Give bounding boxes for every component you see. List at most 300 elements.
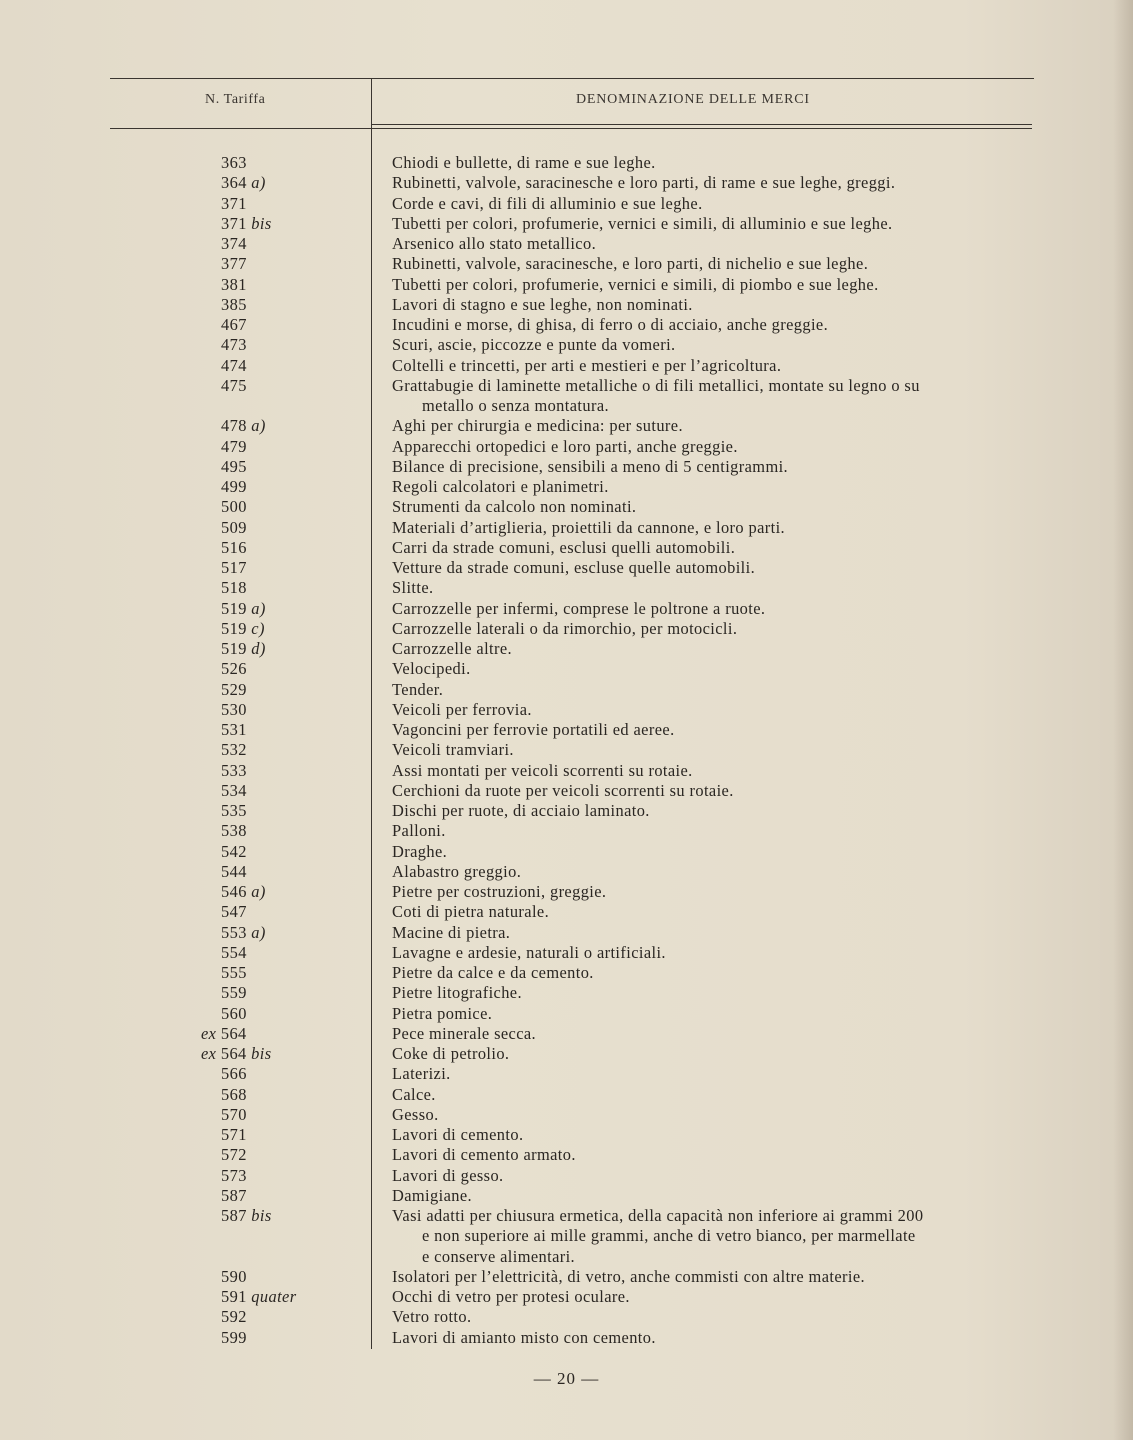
goods-description <box>392 619 1072 639</box>
header-bottom-rule <box>110 128 1032 129</box>
goods-description <box>392 578 1072 598</box>
tariff-number-value: 568 <box>221 1084 247 1104</box>
description-line: Vetture da strade comuni, escluse quelle automobili. <box>392 558 756 577</box>
table-row <box>0 173 1133 193</box>
goods-description <box>392 1307 1072 1327</box>
tariff-number <box>0 416 278 436</box>
description-line: Tender. <box>392 679 444 699</box>
tariff-number <box>0 720 278 740</box>
tariff-number <box>0 1186 278 1206</box>
table-row <box>0 1145 1133 1165</box>
table-row <box>0 518 1133 538</box>
table-row <box>0 1004 1133 1024</box>
tariff-number <box>0 619 278 639</box>
table-row <box>0 1307 1133 1327</box>
goods-description <box>392 1166 1072 1186</box>
tariff-number <box>0 295 278 315</box>
tariff-number-value: 385 <box>221 294 247 314</box>
goods-description <box>392 740 1072 760</box>
table-row <box>0 214 1133 234</box>
table-row <box>0 1206 1133 1267</box>
goods-description <box>392 173 1072 193</box>
goods-description <box>392 842 1072 862</box>
tariff-number-value: 495 <box>221 456 247 476</box>
tariff-number-value: 374 <box>221 234 247 253</box>
table-row <box>0 457 1133 477</box>
description-line: Apparecchi ortopedici e loro parti, anche greggie. <box>392 436 738 456</box>
tariff-number-suffix: a) <box>251 922 266 942</box>
tariff-number-suffix: a) <box>251 416 266 436</box>
tariff-number-value: 544 <box>221 861 247 881</box>
table-row <box>0 356 1133 376</box>
tariff-number <box>0 821 278 841</box>
tariff-number-suffix: a) <box>251 598 266 618</box>
table-row <box>0 578 1133 598</box>
tariff-number-value: 570 <box>221 1104 247 1124</box>
description-line: Velocipedi. <box>392 659 471 679</box>
tariff-number <box>0 862 278 882</box>
tariff-number-value: 526 <box>221 659 247 679</box>
goods-description <box>392 518 1072 538</box>
goods-description <box>392 356 1072 376</box>
tariff-number <box>0 639 278 659</box>
description-line: Dischi per ruote, di acciaio laminato. <box>392 801 650 820</box>
goods-description <box>392 477 1072 497</box>
description-line: Vasi adatti per chiusura ermetica, della capacità non inferiore ai grammi 200 <box>392 1206 924 1225</box>
tariff-number <box>0 376 278 417</box>
table-row <box>0 1125 1133 1145</box>
description-line: Pietre litografiche. <box>392 983 522 1003</box>
goods-description <box>392 902 1072 922</box>
description-line: Pietre da calce e da cemento. <box>392 963 594 982</box>
tariff-number-value: 363 <box>221 153 247 172</box>
tariff-number-value: 500 <box>221 497 247 517</box>
tariff-number-value: 475 <box>221 375 247 395</box>
description-line: Scuri, ascie, piccozze e punte da vomeri. <box>392 335 676 355</box>
goods-description <box>392 254 1072 274</box>
table-row <box>0 477 1133 497</box>
description-line: Rubinetti, valvole, saracinesche e loro parti, di rame e sue leghe, greggi. <box>392 173 896 193</box>
description-continuation-line: e non superiore ai mille grammi, anche di vetro bianco, per marmellate <box>422 1226 916 1246</box>
description-line: Lavori di cemento armato. <box>392 1145 576 1165</box>
tariff-number <box>0 1267 278 1287</box>
table-row <box>0 1105 1133 1125</box>
tariff-table <box>0 153 1133 1348</box>
goods-description <box>392 599 1072 619</box>
description-line: Gesso. <box>392 1104 439 1124</box>
tariff-number <box>0 234 278 254</box>
goods-description <box>392 275 1072 295</box>
tariff-number-value: 371 <box>221 193 247 213</box>
tariff-number-value: 529 <box>221 679 247 699</box>
tariff-number <box>0 356 278 376</box>
tariff-number-value: 572 <box>221 1145 247 1165</box>
description-line: Pietra pomice. <box>392 1003 493 1023</box>
table-row <box>0 943 1133 963</box>
table-row <box>0 761 1133 781</box>
goods-description <box>392 1085 1072 1105</box>
description-line: Damigiane. <box>392 1185 473 1205</box>
tariff-number-value: 381 <box>221 274 247 294</box>
tariff-number-value: 599 <box>221 1327 247 1347</box>
table-row <box>0 740 1133 760</box>
tariff-number-value: 591 <box>221 1287 247 1306</box>
tariff-number-value: 560 <box>221 1003 247 1023</box>
tariff-number <box>0 538 278 558</box>
description-line: Laterizi. <box>392 1064 451 1084</box>
description-line: Carrozzelle altre. <box>392 639 513 658</box>
goods-description <box>392 497 1072 517</box>
tariff-number-value: 474 <box>221 355 247 375</box>
table-row <box>0 376 1133 417</box>
goods-description <box>392 234 1072 254</box>
tariff-number <box>0 578 278 598</box>
goods-description <box>392 943 1072 963</box>
table-row <box>0 1186 1133 1206</box>
tariff-number-value: 542 <box>221 841 247 861</box>
tariff-number <box>0 761 278 781</box>
goods-description <box>392 1125 1072 1145</box>
header-top-rule <box>110 78 1034 79</box>
tariff-number <box>0 963 278 983</box>
description-line: Materiali d’artiglieria, proiettili da cannone, e loro parti. <box>392 517 786 537</box>
tariff-number <box>0 1307 278 1327</box>
tariff-number-value: 377 <box>221 254 247 274</box>
description-line: Alabastro greggio. <box>392 861 522 881</box>
tariff-number-value: 573 <box>221 1165 247 1185</box>
tariff-number-prefix: ex <box>201 1023 217 1043</box>
tariff-number-value: 590 <box>221 1266 247 1286</box>
goods-description <box>392 882 1072 902</box>
tariff-number-value: 518 <box>221 578 247 598</box>
tariff-number <box>0 173 278 193</box>
tariff-number-value: 530 <box>221 699 247 719</box>
table-row <box>0 619 1133 639</box>
description-line: Carrozzelle per infermi, comprese le poltrone a ruote. <box>392 598 766 618</box>
tariff-number-suffix: a) <box>251 882 266 901</box>
tariff-number <box>0 1166 278 1186</box>
table-row <box>0 1328 1133 1348</box>
tariff-number <box>0 275 278 295</box>
column-header-goods-description: DENOMINAZIONE DELLE MERCI <box>576 92 810 107</box>
tariff-number-value: 519 <box>221 618 247 638</box>
description-line: Isolatori per l’elettricità, di vetro, anche commisti con altre materie. <box>392 1266 865 1286</box>
goods-description <box>392 1186 1072 1206</box>
goods-description <box>392 437 1072 457</box>
goods-description <box>392 194 1072 214</box>
tariff-number-value: 592 <box>221 1307 247 1327</box>
goods-description <box>392 1287 1072 1307</box>
tariff-number <box>0 477 278 497</box>
table-row <box>0 275 1133 295</box>
tariff-number <box>0 740 278 760</box>
tariff-number-value: 371 <box>221 213 247 233</box>
table-row <box>0 983 1133 1003</box>
tariff-number <box>0 1145 278 1165</box>
tariff-number <box>0 1024 278 1044</box>
tariff-number <box>0 842 278 862</box>
tariff-number-value: 531 <box>221 720 247 739</box>
tariff-number-value: 553 <box>221 922 247 942</box>
goods-description <box>392 659 1072 679</box>
description-line: Tubetti per colori, profumerie, vernici e simili, di alluminio e sue leghe. <box>392 213 893 233</box>
tariff-number <box>0 437 278 457</box>
table-row <box>0 558 1133 578</box>
table-row <box>0 659 1133 679</box>
description-line: Bilance di precisione, sensibili a meno di 5 centigrammi. <box>392 456 789 476</box>
description-line: Draghe. <box>392 841 448 861</box>
goods-description <box>392 1024 1072 1044</box>
table-row <box>0 234 1133 254</box>
tariff-number <box>0 497 278 517</box>
table-row <box>0 194 1133 214</box>
goods-description <box>392 1044 1072 1064</box>
tariff-number-value: 571 <box>221 1125 247 1144</box>
table-row <box>0 416 1133 436</box>
goods-description <box>392 639 1072 659</box>
tariff-number <box>0 781 278 801</box>
goods-description <box>392 983 1072 1003</box>
goods-description <box>392 680 1072 700</box>
description-line: Palloni. <box>392 821 446 841</box>
description-line: Incudini e morse, di ghisa, di ferro o di acciaio, anche greggie. <box>392 315 829 334</box>
description-line: Vetro rotto. <box>392 1307 472 1327</box>
tariff-number <box>0 700 278 720</box>
goods-description <box>392 558 1072 578</box>
table-row <box>0 882 1133 902</box>
table-row <box>0 801 1133 821</box>
tariff-number <box>0 457 278 477</box>
description-line: Pece minerale secca. <box>392 1023 537 1043</box>
description-line: Occhi di vetro per protesi oculare. <box>392 1287 630 1306</box>
tariff-number-value: 538 <box>221 821 247 841</box>
tariff-number-value: 587 <box>221 1185 247 1205</box>
tariff-number <box>0 1044 278 1064</box>
tariff-number-value: 519 <box>221 598 247 618</box>
tariff-number-value: 547 <box>221 902 247 922</box>
table-row <box>0 781 1133 801</box>
tariff-number-suffix: bis <box>251 1206 272 1225</box>
goods-description <box>392 761 1072 781</box>
description-line: Assi montati per veicoli scorrenti su rotaie. <box>392 760 693 780</box>
table-row <box>0 497 1133 517</box>
table-row <box>0 963 1133 983</box>
table-row <box>0 1064 1133 1084</box>
tariff-number-value: 587 <box>221 1206 247 1225</box>
description-line: Rubinetti, valvole, saracinesche, e loro parti, di nichelio e sue leghe. <box>392 254 869 274</box>
goods-description <box>392 821 1072 841</box>
description-line: Calce. <box>392 1084 436 1104</box>
tariff-number-value: 519 <box>221 639 247 658</box>
page-number: — 20 — <box>533 1369 600 1388</box>
description-line: Regoli calcolatori e planimetri. <box>392 477 609 496</box>
description-line: Carrozzelle laterali o da rimorchio, per motocicli. <box>392 618 738 638</box>
tariff-number <box>0 801 278 821</box>
tariff-number <box>0 1105 278 1125</box>
tariff-number <box>0 1125 278 1145</box>
description-line: Coti di pietra naturale. <box>392 902 550 922</box>
table-row <box>0 720 1133 740</box>
table-row <box>0 700 1133 720</box>
tariff-number-value: 473 <box>221 335 247 355</box>
tariff-number-value: 533 <box>221 760 247 780</box>
description-line: Tubetti per colori, profumerie, vernici e simili, di piombo e sue leghe. <box>392 274 879 294</box>
goods-description <box>392 923 1072 943</box>
tariff-number-value: 534 <box>221 780 247 800</box>
description-line: Arsenico allo stato metallico. <box>392 234 597 253</box>
tariff-number <box>0 1328 278 1348</box>
tariff-number <box>0 254 278 274</box>
tariff-number-value: 364 <box>221 173 247 193</box>
table-row <box>0 1166 1133 1186</box>
goods-description <box>392 457 1072 477</box>
table-row <box>0 821 1133 841</box>
tariff-number-value: 564 <box>220 1044 247 1063</box>
description-line: Strumenti da calcolo non nominati. <box>392 497 637 517</box>
tariff-number <box>0 943 278 963</box>
tariff-number <box>0 1287 297 1307</box>
tariff-number <box>0 902 278 922</box>
goods-description <box>392 700 1072 720</box>
table-row <box>0 599 1133 619</box>
table-row <box>0 1267 1133 1287</box>
table-row <box>0 923 1133 943</box>
tariff-number-prefix: ex <box>201 1044 217 1063</box>
description-line: Vagoncini per ferrovie portatili ed aeree. <box>392 720 675 739</box>
tariff-number-value: 478 <box>221 416 247 436</box>
tariff-number <box>0 1004 278 1024</box>
description-line: Cerchioni da ruote per veicoli scorrenti su rotaie. <box>392 780 734 800</box>
goods-description <box>392 781 1072 801</box>
table-row <box>0 254 1133 274</box>
goods-description <box>392 801 1072 821</box>
table-row <box>0 902 1133 922</box>
tariff-number-value: 517 <box>221 558 247 577</box>
tariff-number <box>0 1085 278 1105</box>
tariff-number-suffix: bis <box>251 1044 272 1063</box>
tariff-number-value: 546 <box>221 882 247 901</box>
table-row <box>0 862 1133 882</box>
tariff-number <box>0 983 278 1003</box>
description-line: Lavori di gesso. <box>392 1165 504 1185</box>
description-continuation-line: e conserve alimentari. <box>422 1246 576 1266</box>
tariff-number-value: 479 <box>221 436 247 456</box>
tariff-number-value: 564 <box>220 1023 247 1043</box>
tariff-number <box>0 558 278 578</box>
goods-description <box>392 862 1072 882</box>
tariff-number-suffix: c) <box>251 618 265 638</box>
goods-description <box>392 416 1072 436</box>
description-line: Pietre per costruzioni, greggie. <box>392 882 607 901</box>
tariff-number-value: 467 <box>221 315 247 334</box>
goods-description <box>392 315 1072 335</box>
tariff-number <box>0 1206 278 1267</box>
tariff-number <box>0 1064 278 1084</box>
tariff-number <box>0 214 278 234</box>
goods-description <box>392 1206 1072 1267</box>
goods-description <box>392 720 1072 740</box>
goods-description <box>392 1267 1072 1287</box>
table-row <box>0 335 1133 355</box>
tariff-number <box>0 923 278 943</box>
table-row <box>0 153 1133 173</box>
description-line: Coltelli e trincetti, per arti e mestieri e per l’agricoltura. <box>392 355 782 375</box>
table-row <box>0 639 1133 659</box>
description-line: Macine di pietra. <box>392 922 511 942</box>
goods-description <box>392 214 1072 234</box>
goods-description <box>392 1004 1072 1024</box>
table-row <box>0 680 1133 700</box>
table-row <box>0 1024 1133 1044</box>
tariff-number <box>0 518 278 538</box>
description-line: Chiodi e bullette, di rame e sue leghe. <box>392 153 656 172</box>
table-row <box>0 1085 1133 1105</box>
tariff-number-value: 559 <box>221 983 247 1003</box>
goods-description <box>392 335 1072 355</box>
description-line: Veicoli tramviari. <box>392 740 514 760</box>
description-line: Corde e cavi, di fili di alluminio e sue leghe. <box>392 193 703 213</box>
description-line: Grattabugie di laminette metalliche o di fili metallici, montate su legno o su <box>392 375 920 395</box>
tariff-number-value: 566 <box>221 1064 247 1084</box>
table-row <box>0 295 1133 315</box>
description-line: Coke di petrolio. <box>392 1044 510 1063</box>
tariff-number <box>0 680 278 700</box>
tariff-number <box>0 882 278 902</box>
description-line: Slitte. <box>392 578 434 598</box>
tariff-number <box>0 599 278 619</box>
tariff-number-value: 555 <box>221 963 247 982</box>
tariff-number <box>0 194 278 214</box>
tariff-number-suffix: d) <box>251 639 266 658</box>
description-continuation-line: metallo o senza montatura. <box>422 396 609 415</box>
description-line: Veicoli per ferrovia. <box>392 699 532 719</box>
tariff-number-value: 509 <box>221 517 247 537</box>
table-row <box>0 437 1133 457</box>
tariff-number-value: 516 <box>221 537 247 557</box>
description-line: Aghi per chirurgia e medicina: per suture. <box>392 416 683 436</box>
goods-description <box>392 376 1072 417</box>
tariff-number <box>0 315 278 335</box>
description-line: Lavori di cemento. <box>392 1125 524 1144</box>
table-row <box>0 842 1133 862</box>
goods-description <box>392 1105 1072 1125</box>
tariff-number-value: 554 <box>221 942 247 962</box>
description-line: Lavori di stagno e sue leghe, non nominati. <box>392 294 693 314</box>
tariff-number-value: 532 <box>221 740 247 760</box>
goods-description <box>392 153 1072 173</box>
table-row <box>0 1044 1133 1064</box>
tariff-number-value: 535 <box>221 801 247 820</box>
description-line: Lavori di amianto misto con cemento. <box>392 1327 656 1347</box>
tariff-number <box>0 335 278 355</box>
goods-description <box>392 538 1072 558</box>
tariff-number <box>0 659 278 679</box>
description-line: Lavagne e ardesie, naturali o artificiali. <box>392 942 666 962</box>
table-row <box>0 315 1133 335</box>
goods-description <box>392 295 1072 315</box>
goods-description <box>392 1328 1072 1348</box>
tariff-number <box>0 153 278 173</box>
tariff-number-suffix: bis <box>251 213 272 233</box>
goods-description <box>392 963 1072 983</box>
table-row <box>0 1287 1133 1307</box>
table-row <box>0 538 1133 558</box>
goods-description <box>392 1145 1072 1165</box>
description-line: Carri da strade comuni, esclusi quelli automobili. <box>392 537 736 557</box>
header-mid-rule <box>372 124 1032 125</box>
tariff-number-value: 499 <box>221 477 247 496</box>
column-header-tariff-number: N. Tariffa <box>205 92 266 107</box>
